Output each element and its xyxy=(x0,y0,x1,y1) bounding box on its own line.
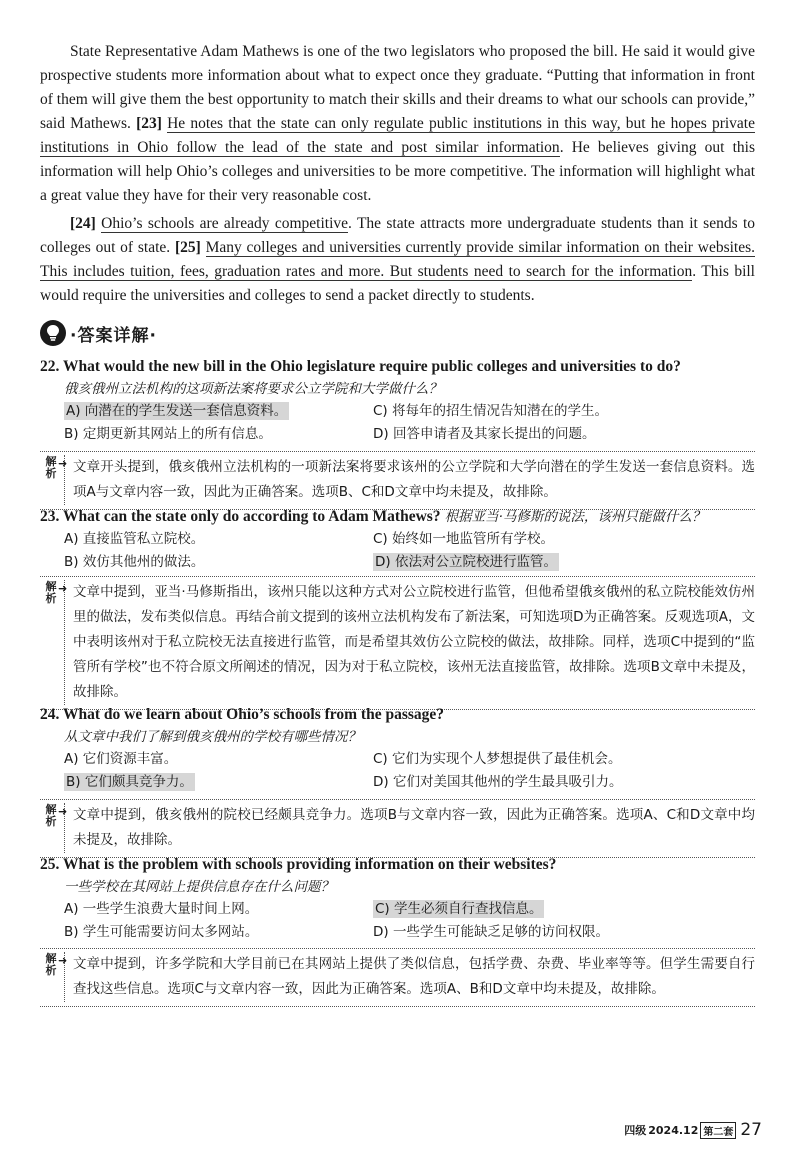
question-24-en: 24. What do we learn about Ohio’s schools from the passage? xyxy=(40,706,445,723)
footer-level: 四级 xyxy=(624,1124,647,1137)
question-24 xyxy=(40,704,755,794)
question-25-cn: 一些学校在其网站上提供信息存在什么问题？ xyxy=(64,879,334,895)
underlined-sentence-24: Ohio’s schools are already competitive xyxy=(101,215,349,232)
reading-passage xyxy=(40,40,755,308)
option-23-b[interactable]: B) 效仿其他州的做法。 xyxy=(64,554,205,570)
option-23-c[interactable]: C) 始终如一地监管所有学校。 xyxy=(373,531,554,547)
question-23-cn: 根据亚当·马修斯的说法，该州只能做什么？ xyxy=(444,509,706,525)
footer-date: 2024.12 xyxy=(648,1123,699,1137)
option-24-b-text: B) 它们颇具竞争力。 xyxy=(66,774,193,790)
underlined-sentence-23: He notes that the state can only regulate public institutions in this way, but he hopes private institutions in Ohio follow the lead of the state and post similar information xyxy=(40,115,755,156)
page-footer xyxy=(624,1120,762,1140)
option-25-c-text: C) 学生必须自行查找信息。 xyxy=(375,901,543,917)
analysis-24 xyxy=(40,799,755,858)
analysis-tag: 解析 ➜ xyxy=(45,455,68,480)
p2-text-a: . The state attracts more undergraduate students than it sends to colleges out of state. xyxy=(40,215,756,256)
analysis-tag: 解析 ➜ xyxy=(45,952,68,977)
option-24-d[interactable]: D) 它们对美国其他州的学生最具吸引力。 xyxy=(373,774,623,790)
option-24-c[interactable]: C) 它们为实现个人梦想提供了最佳机会。 xyxy=(373,751,622,767)
arrow-icon: ➜ xyxy=(58,582,68,595)
option-23-d[interactable] xyxy=(373,551,779,574)
analysis-tag: 解析 ➜ xyxy=(45,803,68,828)
underlined-sentence-25: Many colleges and universities currently provide similar information on their websites. This includes tuition, fees, graduation rates and more. But students need to search for the information xyxy=(40,239,756,280)
option-25-d[interactable]: D) 一些学生可能缺乏足够的访问权限。 xyxy=(373,924,609,940)
passage-paragraph-1 xyxy=(40,40,755,208)
answer-section-header xyxy=(40,318,157,348)
passage-paragraph-2 xyxy=(40,212,755,308)
p2-text-b: . This bill would require the universities and colleges to send a packet directly to students. xyxy=(40,263,755,304)
option-23-d-text: D) 依法对公立院校进行监管。 xyxy=(375,554,557,570)
option-22-d[interactable]: D) 回答申请者及其家长提出的问题。 xyxy=(373,426,596,442)
question-25-options xyxy=(40,898,755,944)
page-number: 27 xyxy=(740,1120,762,1140)
question-25 xyxy=(40,854,755,944)
question-24-cn: 从文章中我们了解到俄亥俄州的学校有哪些情况？ xyxy=(64,729,361,745)
option-22-b[interactable]: B) 定期更新其网站上的所有信息。 xyxy=(64,426,272,442)
option-23-a[interactable]: A) 直接监管私立院校。 xyxy=(64,531,205,547)
analysis-23-text: 文章中提到，亚当·马修斯指出，该州只能以这种方式对公立院校进行监管，但他希望俄亥俄州的私立院校能效仿州里的做法，发布类似信息。再结合前文提到的该州立法机构发布了新法案，可知选项D为正确答案。反观选项A，文中表明该州对于私立院校无法直接进行监管，而是希望其效仿公立院校的做法，故排除。同样，选项C中提到的“监管所有学校”也不符合原文所阐述的情况，因为对于私立院校，该州无法直接监管，故排除。选项B文章中未提及，故排除。 xyxy=(64,580,755,705)
option-24-b[interactable] xyxy=(64,771,373,794)
footer-issue: 第二套 xyxy=(700,1122,736,1139)
lightbulb-icon xyxy=(40,320,66,346)
arrow-icon: ➜ xyxy=(58,457,68,470)
analysis-22-text: 文章开头提到，俄亥俄州立法机构的一项新法案将要求该州的公立学院和大学向潜在的学生发送一套信息资料。选项A与文章内容一致，因此为正确答案。选项B、C和D文章中均未提及，故排除。 xyxy=(64,455,755,505)
analysis-22 xyxy=(40,451,755,510)
question-25-en: 25. What is the problem with schools providing information on their websites? xyxy=(40,856,557,873)
option-22-a-text: A) 向潜在的学生发送一套信息资料。 xyxy=(66,403,288,419)
arrow-icon: ➜ xyxy=(58,805,68,818)
arrow-icon: ➜ xyxy=(58,954,68,967)
question-23-options xyxy=(40,528,755,574)
option-22-c[interactable]: C) 将每年的招生情况告知潜在的学生。 xyxy=(373,403,608,419)
question-23 xyxy=(40,506,755,574)
option-22-a[interactable] xyxy=(64,400,373,423)
question-22 xyxy=(40,356,755,446)
question-24-options xyxy=(40,748,755,794)
question-23-en: 23. What can the state only do according to Adam Mathews? 根据亚当·马修斯的说法，该州只能做什么？ xyxy=(40,508,706,525)
option-25-a[interactable]: A) 一些学生浪费大量时间上网。 xyxy=(64,901,259,917)
marker-23: [23] xyxy=(136,115,162,132)
marker-24: [24] xyxy=(70,215,96,232)
analysis-25 xyxy=(40,948,755,1007)
section-title: ·答案详解· xyxy=(70,325,157,346)
marker-25: [25] xyxy=(174,239,201,256)
analysis-25-text: 文章中提到，许多学院和大学目前已在其网站上提供了类似信息，包括学费、杂费、毕业率等等。但学生需要自行查找这些信息。选项C与文章内容一致，因此为正确答案。选项A、B和D文章中均未提及，故排除。 xyxy=(64,952,755,1002)
p1-text-a: State Representative Adam Mathews is one of the two legislators who proposed the bill. He said it would give prospective students more information about what to expect once they graduate. “Putting that information in front of them will give them the best opportunity to match their skills and their dreams to what our schools can provide,” said Mathews. xyxy=(40,43,755,132)
option-24-a[interactable]: A) 它们资源丰富。 xyxy=(64,751,178,767)
analysis-tag: 解析 ➜ xyxy=(45,580,68,605)
analysis-23 xyxy=(40,576,755,710)
p1-text-b: . He believes giving out this information will help Ohio’s colleges and universities to be more competitive. The information will highlight what a great value they have for their very reasonable cost. xyxy=(40,139,755,204)
option-25-b[interactable]: B) 学生可能需要访问太多网站。 xyxy=(64,924,259,940)
question-22-en: 22. What would the new bill in the Ohio legislature require public colleges and universities to do? xyxy=(40,358,681,375)
analysis-24-text: 文章中提到，俄亥俄州的院校已经颇具竞争力。选项B与文章内容一致，因此为正确答案。选项A、C和D文章中均未提及，故排除。 xyxy=(64,803,755,853)
question-22-cn: 俄亥俄州立法机构的这项新法案将要求公立学院和大学做什么？ xyxy=(64,381,442,397)
option-25-c[interactable] xyxy=(373,898,779,921)
question-22-options xyxy=(40,400,755,446)
